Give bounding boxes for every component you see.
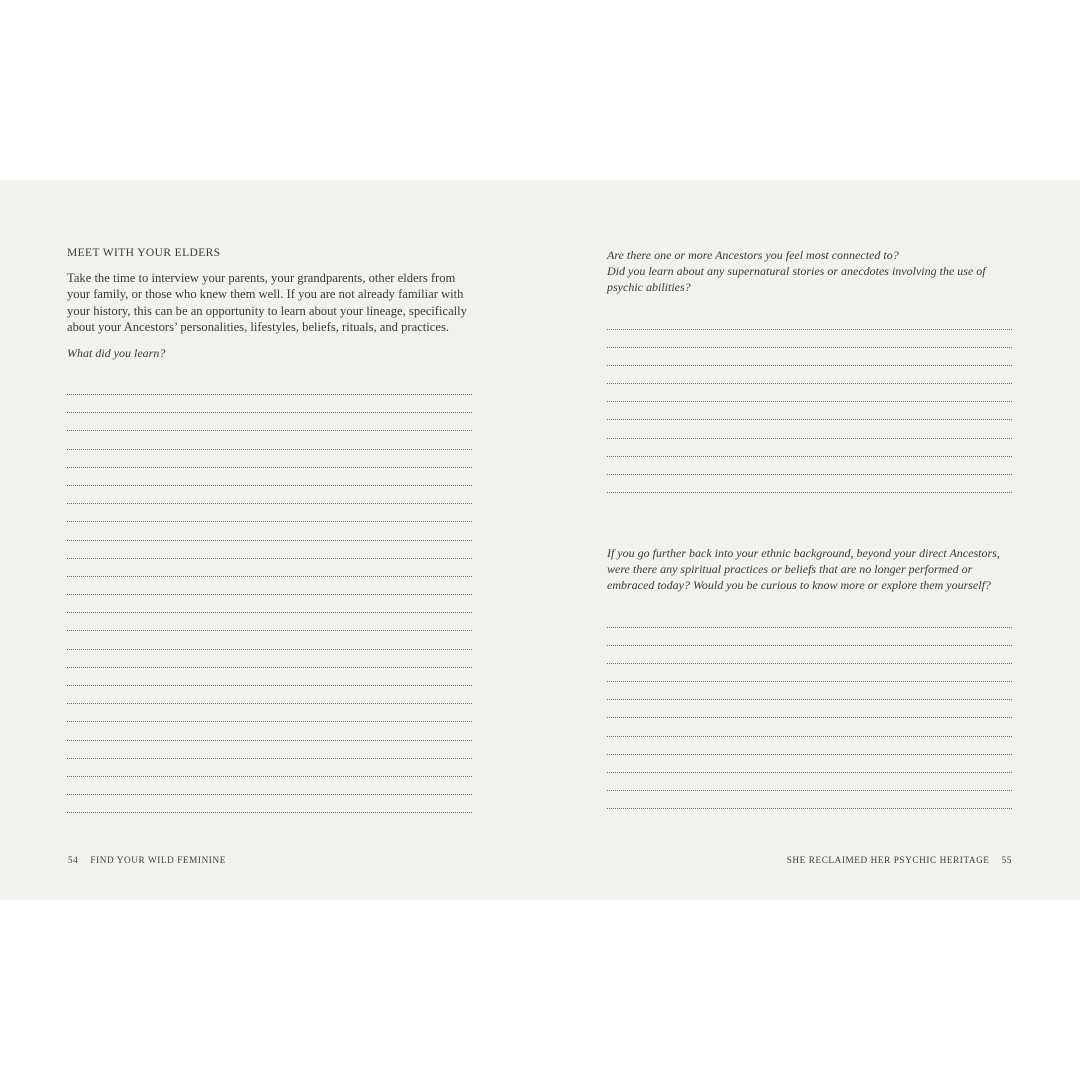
writing-line	[607, 401, 1012, 402]
writing-line	[67, 612, 472, 613]
writing-line	[607, 347, 1012, 348]
writing-lines-left	[67, 394, 472, 831]
left-page	[0, 180, 540, 900]
page-number: 55	[1001, 855, 1012, 865]
body-paragraph: Take the time to interview your parents, your grandparents, other elders from your family, or those who knew them well. If you are not already familiar with your history, this can be an opportunity to learn about your lineage, specifically about your Ancestors’ personalities, lifestyles, beliefs, rituals, and practices.	[67, 271, 467, 335]
writing-line	[67, 812, 472, 813]
writing-line	[607, 754, 1012, 755]
writing-line	[67, 721, 472, 722]
writing-line	[67, 667, 472, 668]
writing-line	[607, 492, 1012, 493]
journal-prompt-1	[607, 247, 1017, 296]
writing-line	[607, 456, 1012, 457]
section-heading: MEET WITH YOUR ELDERS	[67, 247, 221, 259]
writing-line	[607, 365, 1012, 366]
right-page	[540, 180, 1080, 900]
writing-line	[67, 649, 472, 650]
writing-line	[67, 594, 472, 595]
writing-line	[607, 663, 1012, 664]
writing-line	[607, 808, 1012, 809]
writing-line	[67, 576, 472, 577]
writing-line	[607, 681, 1012, 682]
writing-line	[67, 758, 472, 759]
running-title: FIND YOUR WILD FEMININE	[90, 855, 226, 865]
writing-line	[607, 474, 1012, 475]
prompt-line: Are there one or more Ancestors you feel most connected to?	[607, 248, 899, 262]
writing-line	[67, 685, 472, 686]
writing-line	[67, 540, 472, 541]
writing-line	[607, 772, 1012, 773]
footer-left	[68, 855, 226, 865]
writing-line	[67, 740, 472, 741]
writing-line	[67, 412, 472, 413]
writing-line	[67, 503, 472, 504]
writing-lines-right-top	[607, 329, 1012, 510]
writing-line	[67, 485, 472, 486]
writing-line	[607, 736, 1012, 737]
writing-line	[607, 438, 1012, 439]
writing-line	[607, 699, 1012, 700]
writing-line	[67, 394, 472, 395]
writing-line	[67, 776, 472, 777]
writing-line	[67, 703, 472, 704]
writing-line	[607, 329, 1012, 330]
running-title: SHE RECLAIMED HER PSYCHIC HERITAGE	[786, 855, 990, 865]
writing-line	[67, 449, 472, 450]
footer-right	[787, 855, 1012, 865]
writing-line	[607, 419, 1012, 420]
writing-lines-right-bottom	[607, 627, 1012, 826]
writing-line	[607, 645, 1012, 646]
page-number: 54	[68, 855, 79, 865]
writing-line	[607, 383, 1012, 384]
writing-line	[67, 630, 472, 631]
journal-prompt-2: If you go further back into your ethnic background, beyond your direct Ancestors, were there any spiritual practices or beliefs that are no longer performed or embraced today? Would you be curious to know more or explore them yourself?	[607, 546, 1000, 593]
writing-line	[67, 794, 472, 795]
writing-line	[67, 521, 472, 522]
writing-line	[67, 558, 472, 559]
writing-line	[607, 717, 1012, 718]
book-spread	[0, 180, 1080, 900]
writing-line	[67, 430, 472, 431]
writing-line	[67, 467, 472, 468]
writing-line	[607, 627, 1012, 628]
journal-prompt: What did you learn?	[67, 346, 166, 360]
prompt-line: Did you learn about any supernatural stories or anecdotes involving the use of psychic abilities?	[607, 264, 986, 295]
writing-line	[607, 790, 1012, 791]
